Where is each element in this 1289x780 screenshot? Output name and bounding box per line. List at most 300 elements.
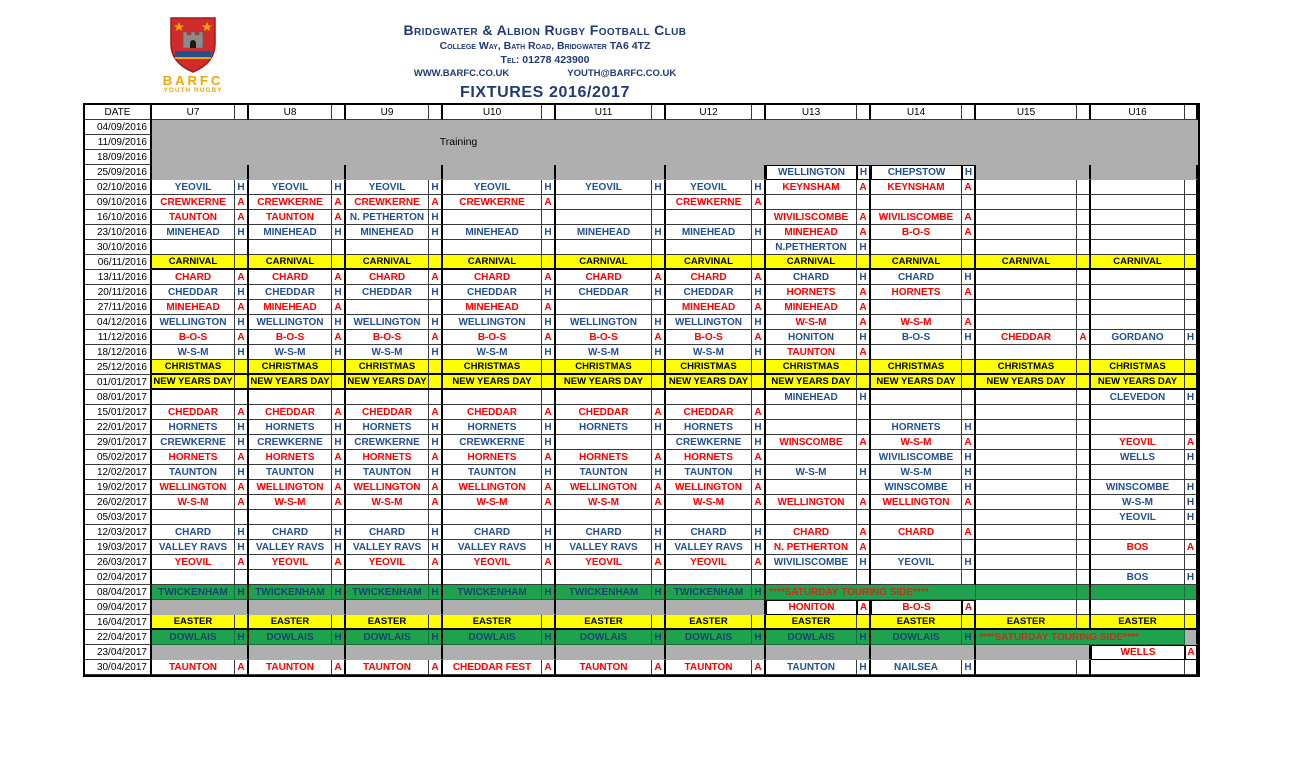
fixture-cell	[976, 285, 1077, 300]
venue-cell: H	[652, 420, 666, 435]
venue-cell	[429, 615, 443, 630]
fixture-cell: W-S-M	[249, 345, 332, 360]
fixture-cell: HORNETS	[152, 420, 235, 435]
venue-cell: A	[857, 285, 871, 300]
fixture-cell: CHARD	[556, 525, 652, 540]
venue-cell	[1077, 180, 1091, 195]
column-header-venue	[429, 105, 443, 120]
fixture-cell: CHEDDAR	[556, 285, 652, 300]
venue-cell	[429, 255, 443, 270]
venue-cell: A	[962, 600, 976, 615]
fixture-cell: MINEHEAD	[443, 300, 542, 315]
fixture-cell: TWICKENHAM	[152, 585, 235, 600]
page-header	[195, 22, 895, 102]
fixture-cell: TWICKENHAM	[556, 585, 652, 600]
fixture-cell: W-S-M	[346, 345, 429, 360]
column-header-venue	[332, 105, 346, 120]
venue-cell	[1185, 420, 1198, 435]
venue-cell: A	[542, 495, 556, 510]
fixture-cell	[1091, 240, 1185, 255]
fixture-cell: MINEHEAD	[556, 225, 652, 240]
date-cell: 30/04/2017	[85, 660, 152, 675]
venue-cell: H	[752, 315, 766, 330]
fixture-cell: W-S-M	[152, 495, 235, 510]
fixture-cell: VALLEY RAVS	[666, 540, 752, 555]
venue-cell: A	[542, 270, 556, 285]
fixture-cell: NAILSEA	[871, 660, 962, 675]
date-cell: 20/11/2016	[85, 285, 152, 300]
venue-cell: A	[962, 495, 976, 510]
fixture-cell: VALLEY RAVS	[346, 540, 429, 555]
banner-cell: EASTER	[666, 615, 752, 630]
fixture-cell	[871, 540, 962, 555]
fixture-cell: TAUNTON	[556, 465, 652, 480]
venue-cell	[1185, 525, 1198, 540]
venue-cell: A	[332, 495, 346, 510]
table-row	[85, 510, 1198, 525]
venue-cell	[1185, 630, 1198, 645]
fixture-cell: CHEDDAR	[152, 405, 235, 420]
fixture-cell: KEYNSHAM	[766, 180, 857, 195]
fixture-cell	[976, 435, 1077, 450]
fixture-cell: W-S-M	[766, 465, 857, 480]
venue-cell	[857, 255, 871, 270]
fixture-cell: CHARD	[556, 270, 652, 285]
venue-cell: H	[542, 285, 556, 300]
venue-cell	[1077, 210, 1091, 225]
venue-cell	[652, 360, 666, 375]
fixture-cell: B-O-S	[666, 330, 752, 345]
fixture-cell: TAUNTON	[152, 465, 235, 480]
fixture-cell	[249, 570, 332, 585]
date-cell: 26/02/2017	[85, 495, 152, 510]
fixture-cell	[152, 510, 235, 525]
fixture-cell: MINEHEAD	[443, 225, 542, 240]
venue-cell	[332, 240, 346, 255]
table-row	[85, 375, 1198, 390]
fixture-cell	[556, 645, 652, 660]
club-telephone: Tel: 01278 423900	[500, 54, 590, 66]
venue-cell: A	[332, 270, 346, 285]
page-title: FIXTURES 2016/2017	[460, 84, 630, 101]
fixture-cell: CHARD	[249, 270, 332, 285]
venue-cell	[1077, 480, 1091, 495]
fixture-cell	[976, 525, 1077, 540]
venue-cell: H	[332, 420, 346, 435]
fixture-cell: N. PETHERTON	[766, 540, 857, 555]
venue-cell: H	[962, 555, 976, 570]
venue-cell: H	[652, 180, 666, 195]
fixture-cell	[766, 195, 857, 210]
fixture-cell: WELLINGTON	[766, 165, 857, 180]
fixture-cell	[976, 315, 1077, 330]
venue-cell	[962, 390, 976, 405]
venue-cell	[857, 615, 871, 630]
venue-cell: H	[332, 435, 346, 450]
fixture-cell	[666, 645, 752, 660]
fixture-cell: HORNETS	[249, 450, 332, 465]
fixture-cell: CHARD	[152, 270, 235, 285]
venue-cell: H	[542, 525, 556, 540]
venue-cell: H	[962, 480, 976, 495]
venue-cell	[1077, 465, 1091, 480]
banner-cell: CHRISTMAS	[346, 360, 429, 375]
venue-cell	[542, 165, 556, 180]
fixture-cell	[443, 210, 542, 225]
fixtures-table-wrap	[83, 103, 1200, 677]
touring-note: ****SATURDAY TOURING SIDE****	[766, 585, 976, 600]
table-row	[85, 180, 1198, 195]
fixture-cell: HORNETS	[249, 420, 332, 435]
club-contacts	[195, 68, 895, 79]
fixture-cell: TWICKENHAM	[443, 585, 542, 600]
table-row	[85, 345, 1198, 360]
fixture-cell	[556, 570, 652, 585]
venue-cell: H	[332, 540, 346, 555]
fixture-cell: W-S-M	[1091, 495, 1185, 510]
venue-cell	[542, 210, 556, 225]
table-row	[85, 225, 1198, 240]
fixture-cell	[443, 570, 542, 585]
banner-cell: CHRISTMAS	[666, 360, 752, 375]
date-cell: 15/01/2017	[85, 405, 152, 420]
fixture-cell: W-S-M	[443, 495, 542, 510]
venue-cell	[542, 360, 556, 375]
club-address: College Way, Bath Road, Bridgwater TA6 4TZ	[439, 40, 651, 52]
fixture-cell: WELLINGTON	[443, 480, 542, 495]
fixture-cell: YEOVIL	[152, 180, 235, 195]
fixture-cell: B-O-S	[249, 330, 332, 345]
venue-cell: H	[235, 525, 249, 540]
venue-cell	[1077, 585, 1091, 600]
venue-cell	[332, 390, 346, 405]
banner-cell: EASTER	[346, 615, 429, 630]
fixture-cell: CHEPSTOW	[871, 165, 962, 180]
venue-cell: H	[857, 240, 871, 255]
fixture-cell: TAUNTON	[766, 345, 857, 360]
fixture-cell: W-S-M	[666, 495, 752, 510]
venue-cell	[332, 165, 346, 180]
venue-cell	[962, 570, 976, 585]
table-row	[85, 450, 1198, 465]
venue-cell: H	[429, 465, 443, 480]
venue-cell: H	[962, 660, 976, 675]
venue-cell	[1185, 345, 1198, 360]
venue-cell: H	[332, 525, 346, 540]
banner-cell: CARNIVAL	[556, 255, 652, 270]
venue-cell	[332, 255, 346, 270]
venue-cell	[542, 375, 556, 390]
fixture-cell: CHEDDAR	[443, 285, 542, 300]
fixture-cell: B-O-S	[556, 330, 652, 345]
table-row	[85, 330, 1198, 345]
venue-cell	[752, 390, 766, 405]
fixture-cell	[249, 240, 332, 255]
fixture-cell: WELLINGTON	[346, 315, 429, 330]
fixture-cell	[976, 540, 1077, 555]
fixture-cell	[871, 645, 962, 660]
fixture-cell	[346, 570, 429, 585]
training-block	[766, 120, 1198, 165]
venue-cell	[332, 615, 346, 630]
fixture-cell	[1091, 525, 1185, 540]
fixture-cell	[249, 165, 332, 180]
fixture-cell: W-S-M	[152, 345, 235, 360]
table-row	[85, 315, 1198, 330]
venue-cell: H	[1185, 570, 1198, 585]
date-cell: 05/02/2017	[85, 450, 152, 465]
venue-cell	[752, 240, 766, 255]
venue-cell: A	[962, 225, 976, 240]
banner-cell: EASTER	[556, 615, 652, 630]
fixture-cell: DOWLAIS	[556, 630, 652, 645]
date-cell: 22/01/2017	[85, 420, 152, 435]
fixture-cell: VALLEY RAVS	[152, 540, 235, 555]
fixture-cell: CHARD	[346, 525, 429, 540]
date-cell: 19/03/2017	[85, 540, 152, 555]
fixture-cell	[346, 600, 429, 615]
venue-cell: A	[235, 480, 249, 495]
venue-cell	[235, 255, 249, 270]
venue-cell: H	[1185, 390, 1198, 405]
venue-cell	[1077, 420, 1091, 435]
fixture-cell	[346, 240, 429, 255]
venue-cell: A	[332, 330, 346, 345]
fixture-cell: CHEDDAR FEST	[443, 660, 542, 675]
venue-cell: H	[542, 345, 556, 360]
venue-cell	[542, 600, 556, 615]
venue-cell: A	[1077, 330, 1091, 345]
date-cell: 12/02/2017	[85, 465, 152, 480]
column-header-u16: U16	[1091, 105, 1185, 120]
venue-cell	[652, 165, 666, 180]
venue-cell: H	[1185, 480, 1198, 495]
fixture-cell	[976, 510, 1077, 525]
venue-cell: A	[332, 480, 346, 495]
venue-cell	[752, 375, 766, 390]
fixture-cell: WELLINGTON	[666, 480, 752, 495]
fixture-cell	[766, 450, 857, 465]
venue-cell: H	[752, 525, 766, 540]
venue-cell	[332, 645, 346, 660]
venue-cell: A	[429, 450, 443, 465]
banner-cell: NEW YEARS DAY	[871, 375, 962, 390]
venue-cell	[1077, 510, 1091, 525]
venue-cell	[962, 345, 976, 360]
banner-cell: CARVINAL	[666, 255, 752, 270]
fixture-cell	[976, 600, 1077, 615]
fixture-cell: MINEHEAD	[346, 225, 429, 240]
banner-cell: EASTER	[152, 615, 235, 630]
fixture-cell: WIVILISCOMBE	[766, 210, 857, 225]
venue-cell: H	[542, 630, 556, 645]
venue-cell	[1185, 285, 1198, 300]
fixture-cell: W-S-M	[766, 315, 857, 330]
table-row	[85, 210, 1198, 225]
fixture-cell	[976, 300, 1077, 315]
fixture-cell	[976, 270, 1077, 285]
fixture-cell: B-O-S	[152, 330, 235, 345]
fixture-cell: CHEDDAR	[976, 330, 1077, 345]
table-row	[85, 645, 1198, 660]
venue-cell	[332, 510, 346, 525]
date-cell: 04/12/2016	[85, 315, 152, 330]
venue-cell: H	[962, 270, 976, 285]
venue-cell	[1185, 360, 1198, 375]
venue-cell: A	[752, 450, 766, 465]
venue-cell: H	[962, 465, 976, 480]
venue-cell: H	[332, 180, 346, 195]
venue-cell: H	[752, 420, 766, 435]
fixture-cell: WINSCOMBE	[871, 480, 962, 495]
fixture-cell: MINEHEAD	[766, 390, 857, 405]
fixture-cell: GORDANO	[1091, 330, 1185, 345]
venue-cell	[652, 615, 666, 630]
venue-cell: A	[542, 330, 556, 345]
venue-cell	[1185, 225, 1198, 240]
venue-cell	[235, 360, 249, 375]
venue-cell: H	[235, 435, 249, 450]
fixture-cell: YEOVIL	[1091, 510, 1185, 525]
club-name: Bridgwater & Albion Rugby Football Club	[403, 22, 687, 38]
date-cell: 06/11/2016	[85, 255, 152, 270]
fixture-cell: DOWLAIS	[152, 630, 235, 645]
venue-cell	[1185, 465, 1198, 480]
venue-cell	[962, 645, 976, 660]
date-cell: 11/09/2016	[85, 135, 152, 150]
banner-cell: NEW YEARS DAY	[1091, 375, 1185, 390]
fixture-cell	[1091, 285, 1185, 300]
venue-cell	[429, 165, 443, 180]
venue-cell: H	[1185, 495, 1198, 510]
venue-cell: H	[542, 435, 556, 450]
fixture-cell	[666, 240, 752, 255]
fixture-cell: MINEHEAD	[249, 300, 332, 315]
venue-cell: A	[752, 660, 766, 675]
venue-cell	[752, 360, 766, 375]
fixture-cell: W-S-M	[871, 315, 962, 330]
venue-cell: A	[332, 195, 346, 210]
venue-cell	[332, 375, 346, 390]
fixture-cell: WIVILISCOMBE	[766, 555, 857, 570]
date-cell: 23/10/2016	[85, 225, 152, 240]
fixture-cell: W-S-M	[249, 495, 332, 510]
fixture-cell: WELLINGTON	[152, 480, 235, 495]
venue-cell	[752, 615, 766, 630]
table-row	[85, 300, 1198, 315]
fixture-cell: W-S-M	[871, 435, 962, 450]
banner-cell: NEW YEARS DAY	[443, 375, 542, 390]
fixture-cell: WELLINGTON	[249, 315, 332, 330]
venue-cell	[1077, 255, 1091, 270]
fixture-cell	[1091, 345, 1185, 360]
column-header-venue	[235, 105, 249, 120]
fixture-cell	[766, 405, 857, 420]
venue-cell: A	[235, 405, 249, 420]
fixture-cell	[1091, 585, 1185, 600]
fixture-cell: MINEHEAD	[766, 225, 857, 240]
fixture-cell: TWICKENHAM	[346, 585, 429, 600]
fixture-cell: CHARD	[766, 525, 857, 540]
fixture-cell	[1091, 600, 1185, 615]
venue-cell	[857, 450, 871, 465]
column-header-venue	[962, 105, 976, 120]
fixture-cell: W-S-M	[443, 345, 542, 360]
venue-cell	[429, 570, 443, 585]
venue-cell: H	[429, 315, 443, 330]
venue-cell	[1185, 165, 1198, 180]
training-block: Training	[152, 120, 766, 165]
venue-cell	[1077, 165, 1091, 180]
date-cell: 08/04/2017	[85, 585, 152, 600]
fixture-cell	[976, 225, 1077, 240]
fixture-cell: MINEHEAD	[152, 300, 235, 315]
venue-cell	[652, 435, 666, 450]
fixture-cell: WIVILISCOMBE	[871, 210, 962, 225]
venue-cell	[1077, 525, 1091, 540]
venue-cell	[652, 210, 666, 225]
banner-cell: CHRISTMAS	[443, 360, 542, 375]
venue-cell	[652, 375, 666, 390]
venue-cell: A	[235, 330, 249, 345]
venue-cell	[1185, 300, 1198, 315]
fixture-cell	[556, 300, 652, 315]
fixture-cell: B-O-S	[346, 330, 429, 345]
venue-cell	[1077, 285, 1091, 300]
venue-cell: A	[652, 330, 666, 345]
venue-cell: H	[429, 630, 443, 645]
venue-cell: H	[235, 465, 249, 480]
venue-cell	[1185, 255, 1198, 270]
venue-cell: A	[962, 210, 976, 225]
venue-cell: A	[962, 315, 976, 330]
banner-cell: EASTER	[766, 615, 857, 630]
venue-cell	[1077, 450, 1091, 465]
fixture-cell	[556, 240, 652, 255]
date-cell: 26/03/2017	[85, 555, 152, 570]
banner-cell: NEW YEARS DAY	[556, 375, 652, 390]
fixture-cell: MINEHEAD	[666, 300, 752, 315]
venue-cell: H	[429, 210, 443, 225]
fixture-cell: YEOVIL	[556, 555, 652, 570]
fixture-cell: CHEDDAR	[249, 405, 332, 420]
banner-cell: EASTER	[1091, 615, 1185, 630]
venue-cell: A	[652, 495, 666, 510]
venue-cell: A	[752, 270, 766, 285]
fixture-cell: VALLEY RAVS	[249, 540, 332, 555]
venue-cell: H	[542, 225, 556, 240]
venue-cell	[429, 510, 443, 525]
venue-cell: A	[429, 495, 443, 510]
fixture-cell: CHARD	[443, 525, 542, 540]
fixture-cell	[976, 210, 1077, 225]
fixture-cell: WELLS	[1091, 450, 1185, 465]
venue-cell: H	[429, 585, 443, 600]
venue-cell: A	[962, 525, 976, 540]
venue-cell	[332, 570, 346, 585]
fixture-cell	[871, 510, 962, 525]
table-row	[85, 630, 1198, 645]
fixture-cell: CREWKERNE	[443, 195, 542, 210]
venue-cell: A	[235, 555, 249, 570]
venue-cell	[542, 240, 556, 255]
banner-cell: CHRISTMAS	[556, 360, 652, 375]
fixture-cell	[1091, 420, 1185, 435]
fixture-cell	[1091, 660, 1185, 675]
fixture-cell: MINEHEAD	[666, 225, 752, 240]
venue-cell: H	[857, 165, 871, 180]
fixture-cell: VALLEY RAVS	[556, 540, 652, 555]
